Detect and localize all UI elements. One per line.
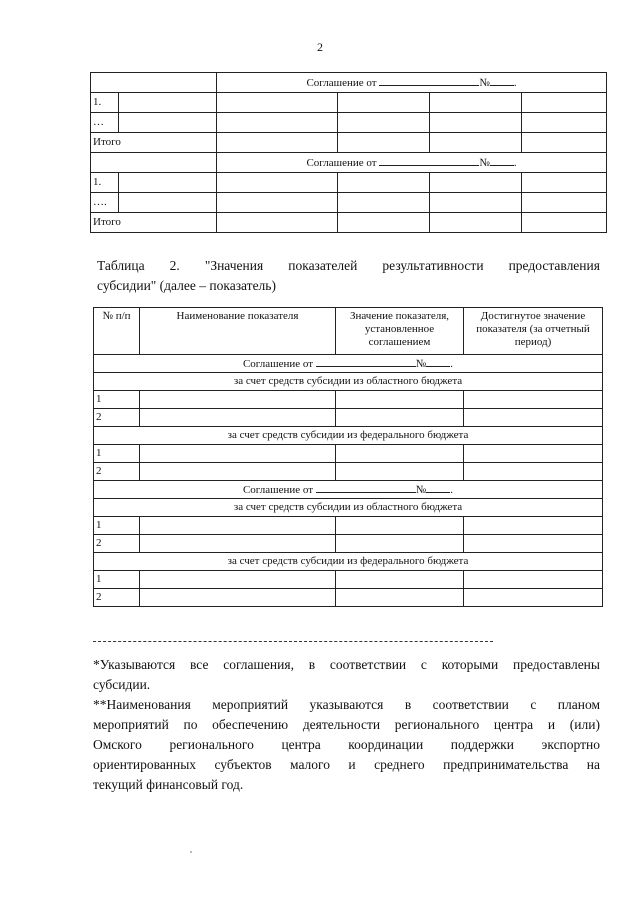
table-indicators — [93, 307, 603, 607]
row-number: 2 — [94, 463, 140, 481]
footnote-1: *Указываются все соглашения, в соответствии с которыми предоставлены субсидии. — [93, 657, 600, 692]
footnote-divider — [93, 641, 493, 642]
table-row — [94, 571, 603, 589]
table-row — [94, 391, 603, 409]
table-row — [94, 589, 603, 607]
agreement-line: Соглашение от № . — [217, 153, 607, 173]
row-number: 2 — [94, 535, 140, 553]
row-number: 2 — [94, 589, 140, 607]
total-row — [91, 213, 607, 233]
table-row — [91, 173, 607, 193]
total-label: Итого — [91, 133, 217, 153]
scan-speck — [190, 851, 192, 853]
total-label: Итого — [91, 213, 217, 233]
agreement-line: Соглашение от № . — [217, 73, 607, 93]
budget-source-row — [94, 427, 603, 445]
table-row — [94, 463, 603, 481]
table-row — [91, 193, 607, 213]
table-row — [91, 93, 607, 113]
agreement-row — [94, 481, 603, 499]
agreement-header-row — [91, 153, 607, 173]
table-row — [94, 445, 603, 463]
row-number: 1 — [94, 391, 140, 409]
row-number: 1. — [91, 93, 119, 113]
row-number: 1 — [94, 571, 140, 589]
header-name: Наименование показателя — [140, 308, 336, 355]
table-agreements-summary — [90, 72, 607, 233]
row-number: …. — [91, 193, 119, 213]
table-row — [94, 535, 603, 553]
agreement-line: Соглашение от № . — [94, 481, 603, 499]
agreement-line: Соглашение от № . — [94, 355, 603, 373]
row-number: 2 — [94, 409, 140, 427]
budget-source-row — [94, 499, 603, 517]
row-number: … — [91, 113, 119, 133]
row-number: 1 — [94, 445, 140, 463]
budget-source-row — [94, 553, 603, 571]
agreement-header-row — [91, 73, 607, 93]
header-row — [94, 308, 603, 355]
page-number: 2 — [317, 40, 323, 54]
header-value: Значение показателя, установленное соглашением — [336, 308, 464, 355]
regional-budget-label: за счет средств субсидии из областного бюджета — [94, 499, 603, 517]
row-number: 1. — [91, 173, 119, 193]
row-number: 1 — [94, 517, 140, 535]
table2-caption: Таблица 2. "Значения показателей результативности предоставления субсидии" (далее – показатель) — [97, 258, 600, 293]
header-achieved: Достигнутое значение показателя (за отчетный период) — [464, 308, 603, 355]
table-row — [94, 517, 603, 535]
table-row — [91, 113, 607, 133]
table-row — [94, 409, 603, 427]
header-num: № п/п — [94, 308, 140, 355]
total-row — [91, 133, 607, 153]
agreement-row — [94, 355, 603, 373]
footnote-2: **Наименования мероприятий указываются в соответствии с планом мероприятий по обеспечению деятельности регионального центра и (или) Омского регионального центра координации поддержки экспортно ориентированных субъектов малого и среднего предпринимательства на текущий финансовый год. — [93, 697, 600, 792]
federal-budget-label: за счет средств субсидии из федерального бюджета — [94, 427, 603, 445]
regional-budget-label: за счет средств субсидии из областного бюджета — [94, 373, 603, 391]
federal-budget-label: за счет средств субсидии из федерального бюджета — [94, 553, 603, 571]
budget-source-row — [94, 373, 603, 391]
